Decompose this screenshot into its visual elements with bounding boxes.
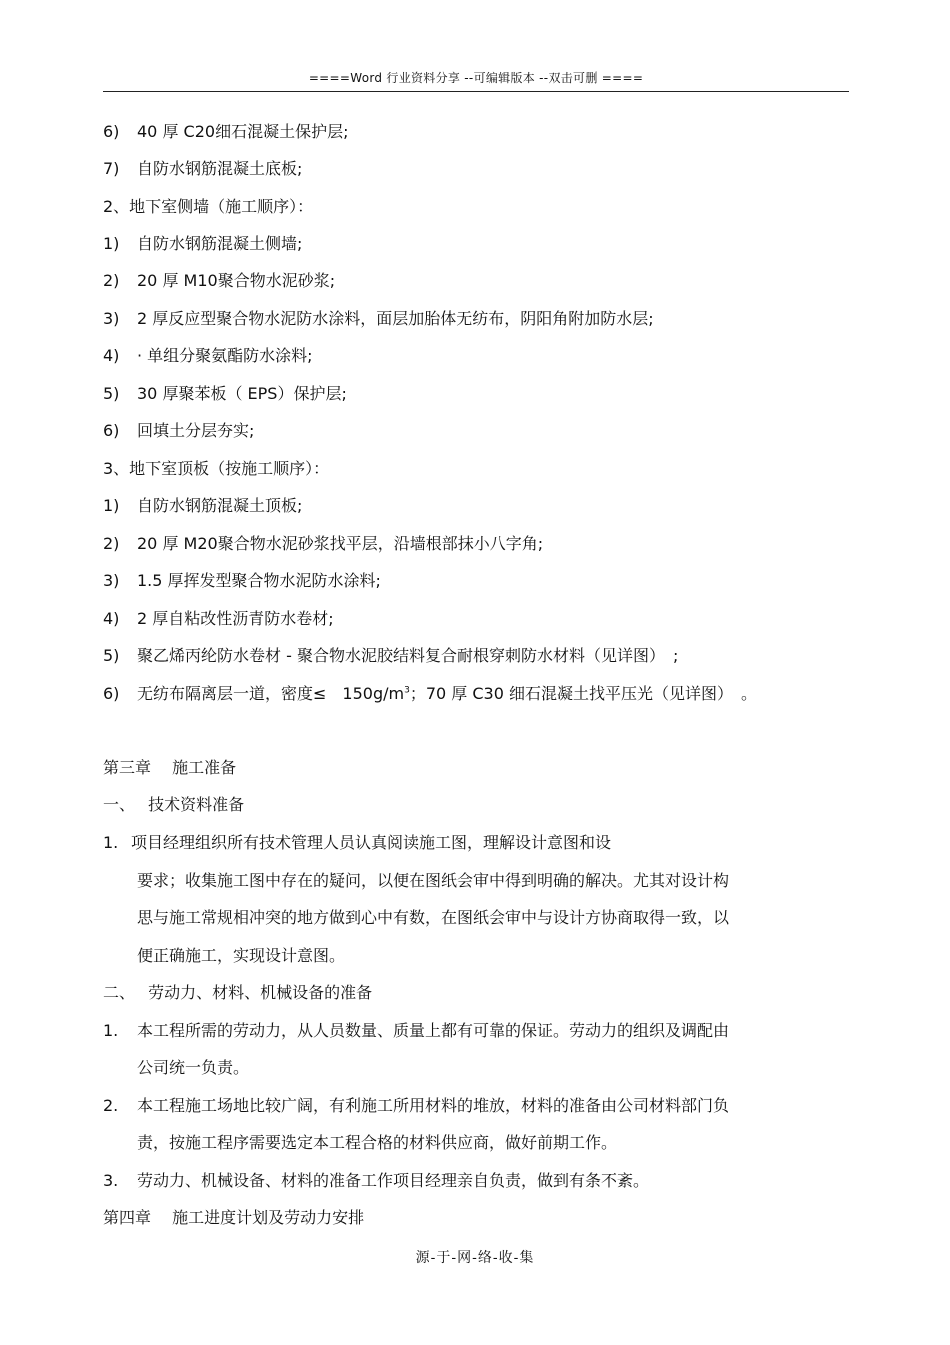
list-item xyxy=(103,233,302,255)
list-number: 6) xyxy=(103,684,120,703)
list-item xyxy=(103,683,757,705)
list-item xyxy=(103,158,302,180)
header-rule xyxy=(103,91,849,92)
list-item xyxy=(103,1020,729,1042)
list-text: 本工程施工场地比较广阔，有利施工所用材料的堆放，材料的准备由公司材料部门负 xyxy=(137,1096,730,1115)
list-text: 2 厚反应型聚合物水泥防水涂料，面层加胎体无纺布，阴阳角附加防水层; xyxy=(137,309,654,328)
list-item xyxy=(103,533,543,555)
list-item xyxy=(103,645,678,667)
list-item xyxy=(103,420,254,442)
list-text: · 单组分聚氨酯防水涂料; xyxy=(137,346,313,365)
list-text: 20 厚 M20聚合物水泥砂浆找平层，沿墙根部抹小八字角; xyxy=(137,534,544,553)
list-item xyxy=(103,608,334,630)
list-item xyxy=(103,345,313,367)
list-text: 自防水钢筋混凝土顶板; xyxy=(137,496,303,515)
page-header: ====Word 行业资料分享 --可编辑版本 --双击可删 ==== xyxy=(308,71,644,85)
list-text: 聚乙烯丙纶防水卷材 - 聚合物水泥胶结料复合耐根穿刺防水材料（见详图） ; xyxy=(137,646,679,665)
list-number: 1. xyxy=(103,833,119,852)
list-number: 5) xyxy=(103,384,120,403)
list-item xyxy=(103,270,335,292)
list-continuation: 责，按施工程序需要选定本工程合格的材料供应商，做好前期工作。 xyxy=(137,1133,618,1152)
superscript: 3 xyxy=(404,685,410,696)
list-continuation: 便正确施工，实现设计意图。 xyxy=(137,946,346,965)
list-number: 1) xyxy=(103,234,120,253)
section-heading: 二、 劳动力、材料、机械设备的准备 xyxy=(103,983,373,1002)
list-text: 本工程所需的劳动力，从人员数量、质量上都有可靠的保证。劳动力的组织及调配由 xyxy=(137,1021,730,1040)
page-footer: 源-于-网-络-收-集 xyxy=(415,1250,535,1266)
list-text: 40 厚 C20细石混凝土保护层; xyxy=(137,122,349,141)
list-text: 自防水钢筋混凝土侧墙; xyxy=(137,234,303,253)
list-number: 2. xyxy=(103,1096,119,1115)
list-text: 2 厚自粘改性沥青防水卷材; xyxy=(137,609,334,628)
chapter-title: 第三章 施工准备 xyxy=(103,758,237,777)
list-number: 1) xyxy=(103,496,120,515)
list-number: 1. xyxy=(103,1021,119,1040)
list-item xyxy=(103,383,347,405)
list-number: 3) xyxy=(103,309,120,328)
list-continuation: 公司统一负责。 xyxy=(137,1058,250,1077)
list-item xyxy=(103,570,381,592)
list-text: 项目经理组织所有技术管理人员认真阅读施工图，理解设计意图和设 xyxy=(131,833,612,852)
list-text: 2、地下室侧墙（施工顺序）： xyxy=(103,197,314,216)
list-number: 6) xyxy=(103,421,120,440)
list-text: 1.5 厚挥发型聚合物水泥防水涂料; xyxy=(137,571,381,590)
list-text: 无纺布隔离层一道，密度≤ 150g/m xyxy=(137,684,405,703)
list-text: 劳动力、机械设备、材料的准备工作项目经理亲自负责，做到有条不紊。 xyxy=(137,1171,650,1190)
list-item xyxy=(103,121,348,143)
list-number: 3) xyxy=(103,571,120,590)
list-number: 3. xyxy=(103,1171,119,1190)
list-continuation: 思与施工常规相冲突的地方做到心中有数，在图纸会审中与设计方协商取得一致，以 xyxy=(137,908,730,927)
list-number: 2) xyxy=(103,534,120,553)
list-number: 7) xyxy=(103,159,120,178)
list-text: ；70 厚 C30 细石混凝土找平压光（见详图） 。 xyxy=(409,684,757,703)
list-number: 4) xyxy=(103,346,120,365)
chapter-title: 第四章 施工进度计划及劳动力安排 xyxy=(103,1208,365,1227)
list-text: 3、地下室顶板（按施工顺序）： xyxy=(103,459,330,478)
list-item xyxy=(103,1095,729,1117)
list-text: 自防水钢筋混凝土底板; xyxy=(137,159,303,178)
list-number: 4) xyxy=(103,609,120,628)
section-heading xyxy=(103,196,313,218)
list-number: 6) xyxy=(103,122,120,141)
list-continuation: 要求；收集施工图中存在的疑问，以便在图纸会审中得到明确的解决。尤其对设计构 xyxy=(137,871,730,890)
list-text: 回填土分层夯实; xyxy=(137,421,255,440)
list-text: 20 厚 M10聚合物水泥砂浆; xyxy=(137,271,336,290)
section-heading xyxy=(103,458,329,480)
list-item xyxy=(103,495,302,517)
list-item xyxy=(103,832,611,854)
list-item xyxy=(103,1170,649,1192)
section-heading: 一、 技术资料准备 xyxy=(103,795,245,814)
list-item xyxy=(103,308,654,330)
list-number: 5) xyxy=(103,646,120,665)
list-text: 30 厚聚苯板（ EPS）保护层; xyxy=(137,384,347,403)
list-number: 2) xyxy=(103,271,120,290)
